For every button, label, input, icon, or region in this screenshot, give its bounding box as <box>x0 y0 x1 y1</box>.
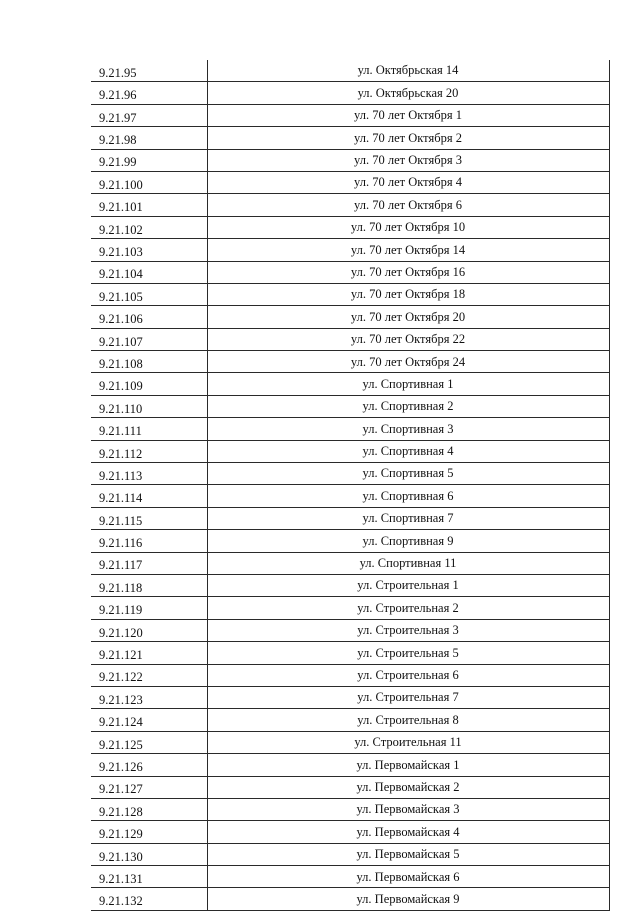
object-code-cell: 9.21.124 <box>91 709 207 731</box>
address-cell: ул. Спортивная 2 <box>207 395 609 417</box>
address-cell: ул. 70 лет Октября 22 <box>207 328 609 350</box>
address-cell: ул. 70 лет Октября 3 <box>207 149 609 171</box>
object-code-cell: 9.21.121 <box>91 642 207 664</box>
table-row <box>91 306 609 328</box>
object-code-cell: 9.21.102 <box>91 216 207 238</box>
table-row <box>91 619 609 641</box>
object-code-cell: 9.21.107 <box>91 328 207 350</box>
table-row <box>91 731 609 753</box>
address-cell: ул. Первомайская 5 <box>207 843 609 865</box>
table-row <box>91 216 609 238</box>
table-row <box>91 82 609 104</box>
address-cell: ул. 70 лет Октября 2 <box>207 127 609 149</box>
object-code-cell: 9.21.120 <box>91 619 207 641</box>
address-cell: ул. Строительная 6 <box>207 664 609 686</box>
table-row <box>91 261 609 283</box>
address-cell: ул. Первомайская 9 <box>207 888 609 910</box>
object-code-cell: 9.21.126 <box>91 754 207 776</box>
address-cell: ул. 70 лет Октября 20 <box>207 306 609 328</box>
address-table <box>91 60 610 911</box>
address-cell: ул. Спортивная 11 <box>207 552 609 574</box>
address-cell: ул. Строительная 3 <box>207 619 609 641</box>
object-code-cell: 9.21.106 <box>91 306 207 328</box>
object-code-cell: 9.21.99 <box>91 149 207 171</box>
table-row <box>91 888 609 910</box>
object-code-cell: 9.21.109 <box>91 373 207 395</box>
table-row <box>91 686 609 708</box>
object-code-cell: 9.21.116 <box>91 530 207 552</box>
table-row <box>91 798 609 820</box>
address-cell: ул. Первомайская 2 <box>207 776 609 798</box>
address-cell: ул. Первомайская 3 <box>207 798 609 820</box>
address-cell: ул. Первомайская 1 <box>207 754 609 776</box>
table-row <box>91 440 609 462</box>
object-code-cell: 9.21.96 <box>91 82 207 104</box>
address-cell: ул. Спортивная 6 <box>207 485 609 507</box>
object-code-cell: 9.21.123 <box>91 686 207 708</box>
address-cell: ул. Строительная 8 <box>207 709 609 731</box>
address-cell: ул. Октябрьская 14 <box>207 60 609 82</box>
object-code-cell: 9.21.125 <box>91 731 207 753</box>
address-cell: ул. Спортивная 7 <box>207 507 609 529</box>
address-cell: ул. Спортивная 4 <box>207 440 609 462</box>
table-row <box>91 463 609 485</box>
object-code-cell: 9.21.111 <box>91 418 207 440</box>
address-cell: ул. 70 лет Октября 24 <box>207 351 609 373</box>
object-code-cell: 9.21.101 <box>91 194 207 216</box>
address-cell: ул. Спортивная 5 <box>207 463 609 485</box>
table-row <box>91 149 609 171</box>
table-row <box>91 866 609 888</box>
table-row <box>91 552 609 574</box>
table-row <box>91 709 609 731</box>
table-row <box>91 351 609 373</box>
address-cell: ул. 70 лет Октября 18 <box>207 283 609 305</box>
table-row <box>91 395 609 417</box>
object-code-cell: 9.21.127 <box>91 776 207 798</box>
address-cell: ул. 70 лет Октября 16 <box>207 261 609 283</box>
address-cell: ул. 70 лет Октября 4 <box>207 171 609 193</box>
table-row <box>91 642 609 664</box>
object-code-cell: 9.21.119 <box>91 597 207 619</box>
table-row <box>91 104 609 126</box>
object-code-cell: 9.21.130 <box>91 843 207 865</box>
object-code-cell: 9.21.108 <box>91 351 207 373</box>
object-code-cell: 9.21.115 <box>91 507 207 529</box>
table-row <box>91 127 609 149</box>
object-code-cell: 9.21.112 <box>91 440 207 462</box>
object-code-cell: 9.21.113 <box>91 463 207 485</box>
address-cell: ул. Строительная 11 <box>207 731 609 753</box>
address-cell: ул. Первомайская 6 <box>207 866 609 888</box>
table-row <box>91 754 609 776</box>
object-code-cell: 9.21.97 <box>91 104 207 126</box>
object-code-cell: 9.21.131 <box>91 866 207 888</box>
object-code-cell: 9.21.122 <box>91 664 207 686</box>
table-row <box>91 574 609 596</box>
table-row <box>91 239 609 261</box>
table-row <box>91 373 609 395</box>
address-cell: ул. Спортивная 9 <box>207 530 609 552</box>
address-table-body <box>91 60 609 910</box>
object-code-cell: 9.21.104 <box>91 261 207 283</box>
object-code-cell: 9.21.114 <box>91 485 207 507</box>
address-cell: ул. Первомайская 4 <box>207 821 609 843</box>
address-cell: ул. 70 лет Октября 1 <box>207 104 609 126</box>
object-code-cell: 9.21.132 <box>91 888 207 910</box>
table-row <box>91 194 609 216</box>
table-row <box>91 60 609 82</box>
table-row <box>91 171 609 193</box>
table-row <box>91 283 609 305</box>
address-cell: ул. Строительная 5 <box>207 642 609 664</box>
object-code-cell: 9.21.95 <box>91 60 207 82</box>
table-row <box>91 776 609 798</box>
table-row <box>91 843 609 865</box>
table-row <box>91 530 609 552</box>
address-cell: ул. Спортивная 3 <box>207 418 609 440</box>
object-code-cell: 9.21.117 <box>91 552 207 574</box>
address-cell: ул. 70 лет Октября 6 <box>207 194 609 216</box>
object-code-cell: 9.21.129 <box>91 821 207 843</box>
object-code-cell: 9.21.110 <box>91 395 207 417</box>
table-row <box>91 664 609 686</box>
address-cell: ул. Строительная 1 <box>207 574 609 596</box>
table-row <box>91 328 609 350</box>
object-code-cell: 9.21.103 <box>91 239 207 261</box>
address-cell: ул. 70 лет Октября 14 <box>207 239 609 261</box>
table-row <box>91 821 609 843</box>
object-code-cell: 9.21.100 <box>91 171 207 193</box>
table-row <box>91 507 609 529</box>
object-code-cell: 9.21.98 <box>91 127 207 149</box>
object-code-cell: 9.21.105 <box>91 283 207 305</box>
table-row <box>91 418 609 440</box>
address-cell: ул. Строительная 7 <box>207 686 609 708</box>
address-cell: ул. 70 лет Октября 10 <box>207 216 609 238</box>
table-row <box>91 485 609 507</box>
address-cell: ул. Строительная 2 <box>207 597 609 619</box>
table-row <box>91 597 609 619</box>
address-cell: ул. Октябрьская 20 <box>207 82 609 104</box>
object-code-cell: 9.21.128 <box>91 798 207 820</box>
object-code-cell: 9.21.118 <box>91 574 207 596</box>
address-cell: ул. Спортивная 1 <box>207 373 609 395</box>
